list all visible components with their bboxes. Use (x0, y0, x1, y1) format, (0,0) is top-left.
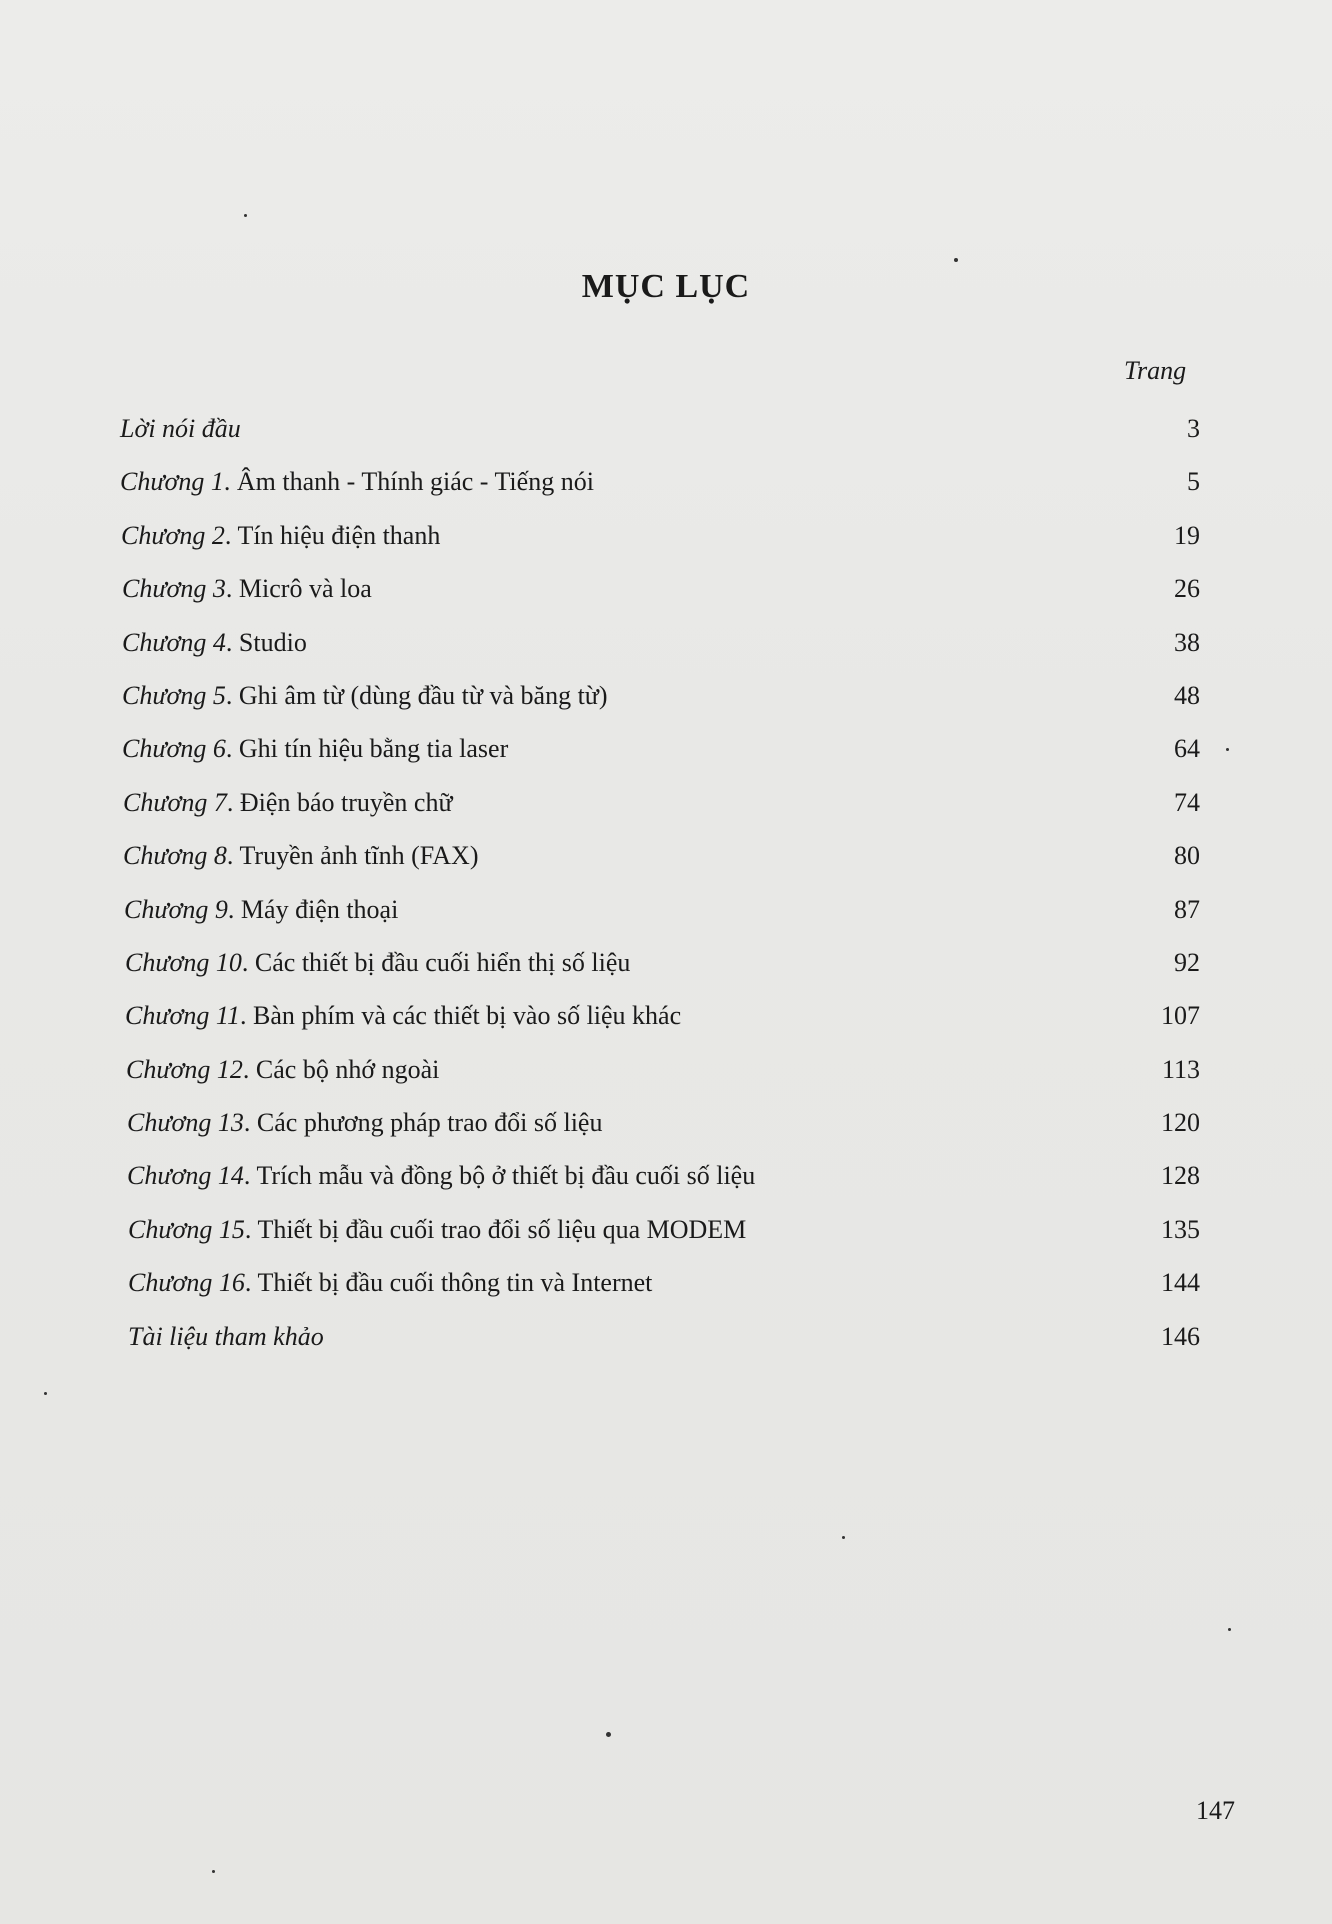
chapter-prefix: Chương (125, 947, 210, 977)
toc-row (0, 883, 1332, 936)
page-column-header: Trang (1124, 356, 1187, 385)
chapter-number: 2 (211, 520, 225, 550)
toc-page-number: 19 (1174, 520, 1200, 550)
scan-speck (954, 258, 958, 262)
toc-page-number: 144 (1161, 1268, 1200, 1298)
chapter-title: Ghi âm từ (dùng đầu từ và băng từ) (238, 680, 608, 710)
chapter-prefix: Chương (127, 1108, 212, 1138)
chapter-prefix: Chương (120, 467, 205, 497)
toc-chapter-entry: Chương 13. Các phương pháp trao đổi số liệu (127, 1108, 603, 1138)
toc-page-number: 92 (1174, 947, 1200, 977)
chapter-title: Truyền ảnh tĩnh (FAX) (239, 841, 479, 871)
toc-row (0, 1149, 1332, 1202)
chapter-number: 15 (218, 1214, 245, 1244)
entry-title: Lời nói đầu (120, 414, 241, 443)
toc-chapter-entry: Chương 2. Tín hiệu điện thanh (121, 520, 441, 550)
chapter-prefix: Chương (127, 1161, 212, 1191)
chapter-title: Ghi tín hiệu bằng tia laser (238, 734, 509, 764)
chapter-prefix: Chương (126, 1054, 211, 1084)
chapter-title: Máy điện thoại (240, 894, 399, 924)
toc-chapter-entry: Chương 1. Âm thanh - Thính giác - Tiếng nói (120, 467, 594, 497)
chapter-prefix: Chương (128, 1214, 213, 1244)
chapter-number: 3 (212, 574, 226, 604)
toc-row (0, 1256, 1332, 1309)
toc-row (0, 402, 1332, 455)
page-number: 147 (1196, 1796, 1235, 1825)
toc-chapter-entry: Chương 16. Thiết bị đầu cuối thông tin và Internet (128, 1268, 653, 1298)
toc-chapter-entry: Chương 14. Trích mẫu và đồng bộ ở thiết bị đầu cuối số liệu (127, 1161, 756, 1191)
toc-row (0, 509, 1332, 562)
chapter-number: 14 (217, 1161, 244, 1191)
chapter-prefix: Chương (121, 520, 206, 550)
chapter-number: 11 (215, 1001, 240, 1031)
chapter-prefix: Chương (122, 627, 207, 657)
chapter-number: 1 (210, 467, 224, 497)
toc-chapter-entry: Chương 15. Thiết bị đầu cuối trao đổi số liệu qua MODEM (128, 1214, 747, 1244)
toc-page-number: 80 (1174, 841, 1200, 871)
scan-speck (212, 1870, 215, 1873)
toc-page-number: 26 (1174, 574, 1200, 604)
toc-page-number: 64 (1174, 734, 1200, 764)
toc-special-entry (128, 1310, 324, 1363)
toc-page-number: 120 (1161, 1108, 1200, 1138)
toc-page-number: 38 (1174, 627, 1200, 657)
toc-special-entry (120, 402, 241, 455)
toc-page-number: 74 (1174, 787, 1200, 817)
scan-speck (244, 214, 247, 217)
toc-list (0, 402, 1332, 1363)
chapter-number: 5 (212, 680, 226, 710)
chapter-title: Các phương pháp trao đổi số liệu (256, 1108, 603, 1138)
chapter-prefix: Chương (128, 1268, 213, 1298)
chapter-title: Bàn phím và các thiết bị vào số liệu khác (252, 1001, 682, 1031)
chapter-title: Studio (238, 627, 307, 657)
chapter-number: 9 (214, 894, 228, 924)
chapter-prefix: Chương (125, 1001, 210, 1031)
toc-page-number: 146 (1161, 1321, 1200, 1351)
chapter-title: Tín hiệu điện thanh (237, 520, 441, 550)
toc-chapter-entry: Chương 3. Micrô và loa (122, 574, 372, 604)
toc-page-number: 135 (1161, 1214, 1200, 1244)
chapter-title: Micrô và loa (238, 574, 372, 604)
chapter-title: Điện báo truyền chữ (239, 787, 453, 817)
toc-row (0, 562, 1332, 615)
chapter-title: Thiết bị đầu cuối trao đổi số liệu qua MODEM (257, 1214, 747, 1244)
chapter-prefix: Chương (122, 734, 207, 764)
toc-row (0, 616, 1332, 669)
toc-chapter-entry: Chương 4. Studio (122, 627, 307, 657)
toc-row (0, 936, 1332, 989)
chapter-number: 6 (212, 734, 226, 764)
chapter-title: Thiết bị đầu cuối thông tin và Internet (257, 1268, 653, 1298)
scan-speck (44, 1392, 47, 1395)
toc-page-number: 3 (1187, 414, 1200, 443)
toc-page-number: 5 (1187, 467, 1200, 497)
chapter-title: Các bộ nhớ ngoài (255, 1054, 440, 1084)
chapter-number: 7 (213, 787, 227, 817)
toc-chapter-entry: Chương 7. Điện báo truyền chữ (123, 787, 453, 817)
toc-chapter-entry: Chương 6. Ghi tín hiệu bằng tia laser (122, 734, 509, 764)
toc-chapter-entry: Chương 10. Các thiết bị đầu cuối hiển thị số liệu (125, 947, 631, 977)
toc-row (0, 989, 1332, 1042)
entry-title: Tài liệu tham khảo (128, 1321, 324, 1351)
toc-page-number: 128 (1161, 1161, 1200, 1191)
toc-chapter-entry: Chương 8. Truyền ảnh tĩnh (FAX) (123, 841, 479, 871)
chapter-number: 4 (212, 627, 226, 657)
chapter-number: 16 (218, 1268, 245, 1298)
scan-speck (1228, 1628, 1231, 1631)
chapter-title: Các thiết bị đầu cuối hiển thị số liệu (254, 947, 631, 977)
chapter-number: 12 (216, 1054, 243, 1084)
scan-speck (842, 1536, 845, 1539)
chapter-prefix: Chương (124, 894, 209, 924)
chapter-prefix: Chương (122, 574, 207, 604)
chapter-number: 13 (217, 1108, 244, 1138)
chapter-number: 10 (215, 947, 242, 977)
toc-chapter-entry: Chương 5. Ghi âm từ (dùng đầu từ và băng từ) (122, 680, 608, 710)
scan-speck (606, 1732, 611, 1737)
chapter-prefix: Chương (123, 787, 208, 817)
toc-row (0, 1043, 1332, 1096)
toc-row (0, 722, 1332, 775)
toc-row (0, 1096, 1332, 1149)
toc-row (0, 1203, 1332, 1256)
toc-row (0, 829, 1332, 882)
toc-row (0, 1310, 1332, 1363)
toc-row (0, 669, 1332, 722)
toc-chapter-entry: Chương 12. Các bộ nhớ ngoài (126, 1054, 440, 1084)
scan-speck (1226, 748, 1229, 751)
chapter-title: Trích mẫu và đồng bộ ở thiết bị đầu cuối số liệu (256, 1161, 756, 1191)
page-title: MỤC LỤC (581, 268, 751, 305)
toc-chapter-entry: Chương 9. Máy điện thoại (124, 894, 399, 924)
toc-page-number: 48 (1174, 680, 1200, 710)
chapter-prefix: Chương (123, 841, 208, 871)
toc-page-number: 87 (1174, 894, 1200, 924)
chapter-title: Âm thanh - Thính giác - Tiếng nói (236, 467, 594, 497)
toc-row (0, 455, 1332, 508)
toc-page-number: 113 (1161, 1054, 1200, 1084)
toc-row (0, 776, 1332, 829)
toc-page-number: 107 (1161, 1001, 1200, 1031)
chapter-prefix: Chương (122, 680, 207, 710)
chapter-number: 8 (213, 841, 227, 871)
toc-chapter-entry: Chương 11. Bàn phím và các thiết bị vào số liệu khác (125, 1001, 682, 1031)
